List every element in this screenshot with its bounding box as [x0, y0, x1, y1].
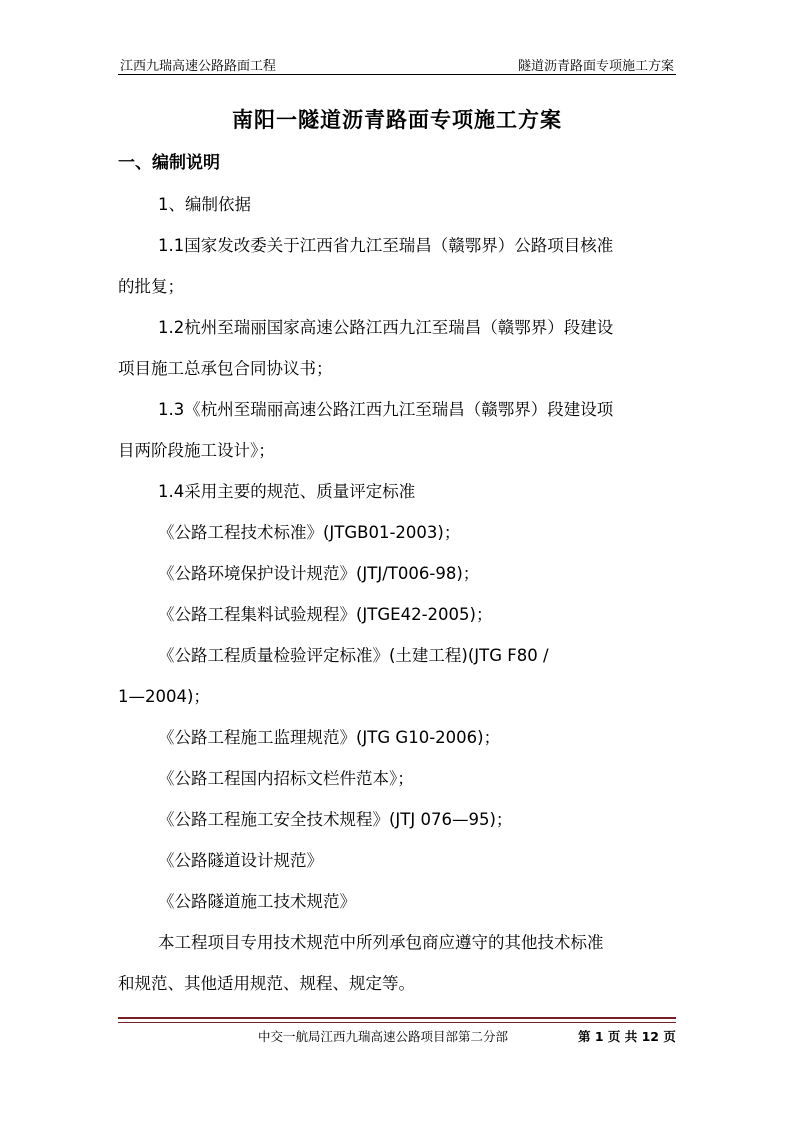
text-line: 《公路环境保护设计规范》(JTJ/T006-98)； — [158, 564, 480, 583]
text-line: 《公路工程质量检验评定标准》(土建工程)(JTG F80 / — [158, 646, 549, 665]
text-line: 目两阶段施工设计》； — [118, 441, 275, 460]
page-header — [118, 52, 676, 75]
page-number: 第 1 页 共 12 页 — [578, 1029, 676, 1044]
text-line: 《公路工程施工监理规范》(JTG G10-2006)； — [158, 728, 501, 747]
document-title: 南阳一隧道沥青路面专项施工方案 — [232, 107, 562, 132]
section-heading: 一、编制说明 — [118, 153, 220, 173]
text-line: 1.3《杭州至瑞丽高速公路江西九江至瑞昌（赣鄂界）段建设项 — [158, 400, 614, 419]
footer-organization: 中交一航局江西九瑞高速公路项目部第二分部 — [258, 1029, 509, 1044]
text-line: 1.1国家发改委关于江西省九江至瑞昌（赣鄂界）公路项目核准 — [158, 236, 614, 255]
text-line: 项目施工总承包合同协议书； — [118, 359, 333, 378]
header-document-name: 隧道沥青路面专项施工方案 — [517, 59, 674, 74]
text-line: 和规范、其他适用规范、规程、规定等。 — [118, 974, 415, 993]
text-line: 1.4采用主要的规范、质量评定标准 — [158, 482, 416, 501]
text-line: 本工程项目专用技术规范中所列承包商应遵守的其他技术标准 — [158, 933, 604, 952]
text-line: 《公路隧道设计规范》 — [158, 851, 323, 870]
text-line: 《公路工程技术标准》(JTGB01-2003)； — [158, 523, 461, 542]
text-line: 1、编制依据 — [158, 195, 251, 214]
text-line: 《公路工程集料试验规程》(JTGE42-2005)； — [158, 605, 493, 624]
text-line: 《公路工程施工安全技术规程》(JTJ 076—95)； — [158, 810, 513, 829]
text-line: 1—2004)； — [118, 687, 210, 706]
footer-divider — [118, 1022, 676, 1023]
text-line: 的批复； — [118, 277, 184, 296]
text-line: 《公路工程国内招标文栏件范本》； — [158, 769, 414, 788]
text-line: 《公路隧道施工技术规范》 — [158, 892, 356, 911]
text-line: 1.2杭州至瑞丽国家高速公路江西九江至瑞昌（赣鄂界）段建设 — [158, 318, 614, 337]
header-project-name: 江西九瑞高速公路路面工程 — [120, 59, 277, 74]
footer-divider — [118, 1017, 676, 1019]
